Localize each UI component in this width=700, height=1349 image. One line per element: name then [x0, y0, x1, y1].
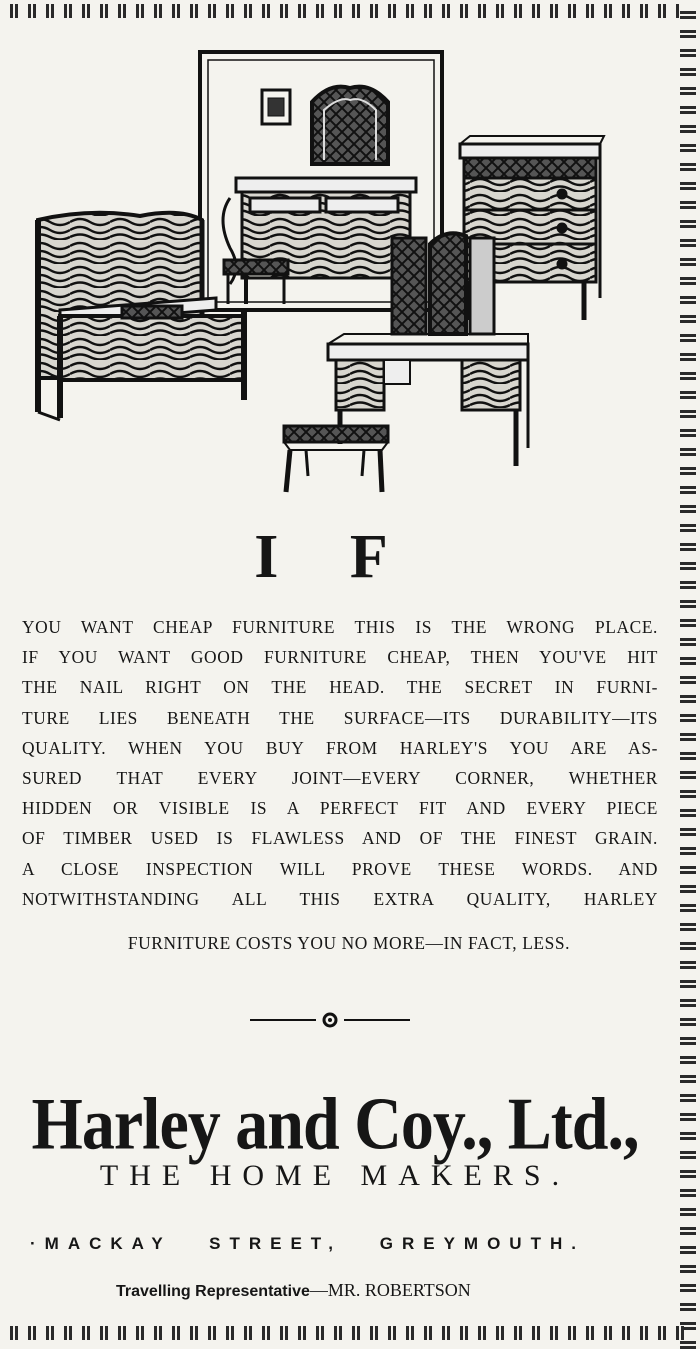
body-line: TURE LIES BENEATH THE SURFACE—ITS DURABILITY—ITS: [22, 707, 658, 728]
body-line: HIDDEN OR VISIBLE IS A PERFECT FIT AND EVERY PIECE: [22, 798, 658, 819]
decorative-border-right: [680, 0, 696, 1349]
body-line: THE NAIL RIGHT ON THE HEAD. THE SECRET IN FURNI-: [22, 677, 658, 698]
headline: I F: [254, 523, 416, 591]
tagline: THE HOME MAKERS.: [99, 1159, 571, 1192]
firm-name: Harley and Coy., Ltd.,: [31, 1083, 639, 1166]
body-line: A CLOSE INSPECTION WILL PROVE THESE WORDS. AND: [22, 858, 658, 879]
decorative-border-top: [0, 4, 684, 18]
address: ·MACKAY STREET, GREYMOUTH.: [30, 1234, 585, 1253]
dash-circle-ornament: [250, 1010, 410, 1030]
body-line: IF YOU WANT GOOD FURNITURE CHEAP, THEN YOU'VE HIT: [22, 647, 658, 668]
travelling-representative: [116, 1277, 636, 1305]
body-last-line: FURNITURE COSTS YOU NO MORE—IN FACT, LESS.: [127, 932, 571, 953]
body-line: NOTWITHSTANDING ALL THIS EXTRA QUALITY, HARLEY: [22, 888, 658, 909]
advert-body: [22, 612, 658, 958]
rep-label: Travelling Representative: [116, 1283, 310, 1300]
decorative-border-bottom: [0, 1326, 684, 1340]
body-line: SURED THAT EVERY JOINT—EVERY CORNER, WHETHER: [22, 767, 658, 788]
body-line: OF TIMBER USED IS FLAWLESS AND OF THE FINEST GRAIN.: [22, 828, 658, 849]
body-line: QUALITY. WHEN YOU BUY FROM HARLEY'S YOU ARE AS-: [22, 737, 658, 758]
rep-name: —MR. ROBERTSON: [309, 1280, 471, 1300]
bedroom-furniture-illustration: [30, 48, 630, 508]
body-line: YOU WANT CHEAP FURNITURE THIS IS THE WRONG PLACE.: [22, 617, 658, 637]
